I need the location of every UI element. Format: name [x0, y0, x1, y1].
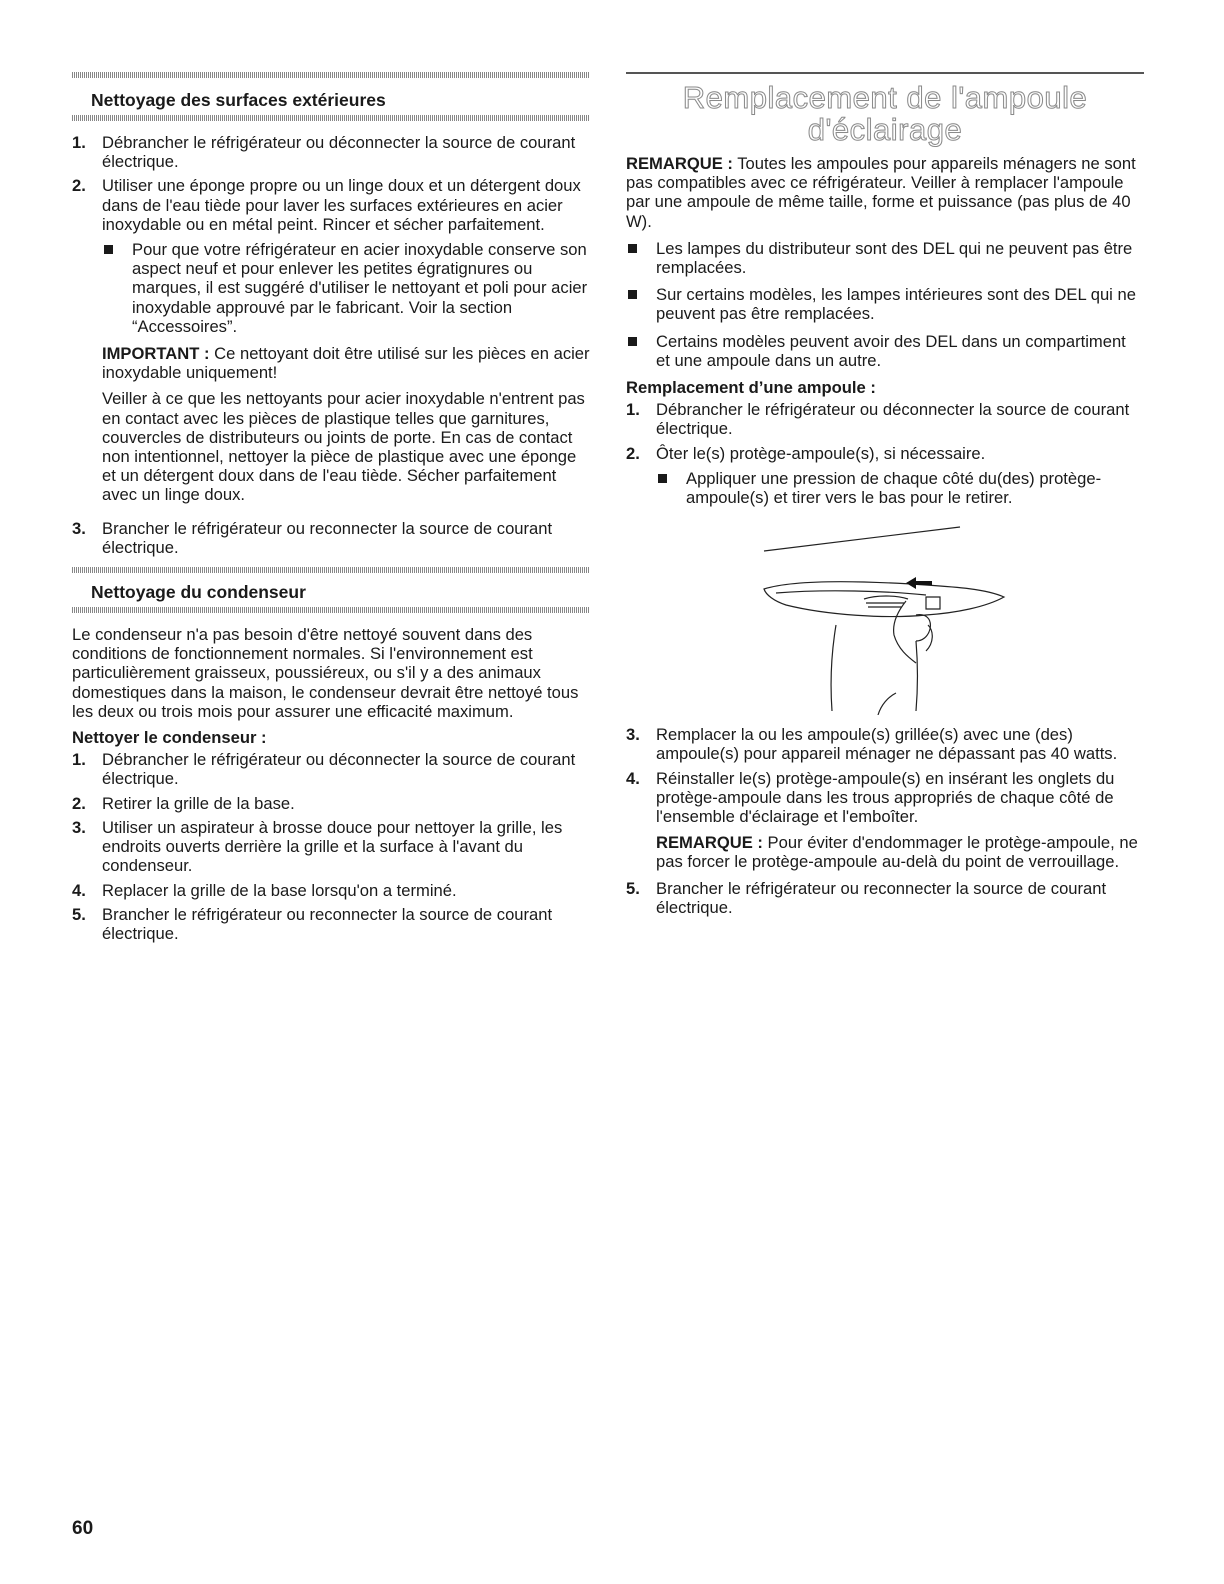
list-item [72, 519, 590, 557]
step-text: Brancher le réfrigérateur ou reconnecter la source de courant électrique. [102, 518, 553, 557]
condenser-subhead: Nettoyer le condenseur : [72, 728, 267, 748]
square-bullet-icon [104, 245, 113, 254]
left-column [72, 72, 590, 948]
square-bullet-icon [628, 244, 637, 253]
hand-finger [926, 625, 932, 651]
step-text: Replacer la grille de la base lorsqu'on a terminé. [102, 880, 457, 900]
section-divider-top [72, 72, 590, 78]
section-rule [626, 72, 1144, 74]
title-line-1: Remplacement de l'ampoule [682, 80, 1088, 115]
important-note [102, 344, 590, 382]
exterior-steps [72, 133, 590, 557]
section-title-condenser: Nettoyage du condenseur [91, 582, 306, 603]
list-item [626, 400, 1144, 438]
hand-thumb [894, 601, 916, 663]
list-item [72, 133, 590, 171]
list-item [626, 285, 1144, 323]
ceiling-line [764, 527, 960, 551]
page-number: 60 [72, 1518, 94, 1539]
step-number: 1. [72, 750, 86, 770]
remark-text: Pour éviter d'endommager le protège-ampoule, ne pas forcer le protège-ampoule au-delà du point de verrouillage. [656, 833, 1138, 872]
step-number: 4. [626, 768, 640, 788]
condenser-intro: Le condenseur n'a pas besoin d'être nettoyé souvent dans des conditions de fonctionnement normales. Si l'environnement est particulièrement graisseux, poussiéreux, ou s'il y a des animaux domestiques dans la maison, le condenseur devrait être nettoyé tous les deux ou trois mois pour assurer une efficacité maximum. [72, 625, 579, 721]
step-number: 3. [72, 518, 86, 538]
step-text: Brancher le réfrigérateur ou reconnecter la source de courant électrique. [656, 878, 1107, 917]
step-number: 2. [626, 443, 640, 463]
vent-slots [864, 596, 908, 607]
square-bullet-icon [658, 474, 667, 483]
bullet-text: Les lampes du distributeur sont des DEL qui ne peuvent pas être remplacées. [656, 238, 1133, 278]
step-text: Brancher le réfrigérateur ou reconnecter la source de courant électrique. [102, 904, 553, 943]
square-bullet-icon [628, 290, 637, 299]
arm-outline [831, 625, 836, 711]
list-item [626, 769, 1144, 872]
important-label: IMPORTANT : [102, 344, 210, 364]
illustration-svg [626, 515, 1144, 715]
step-number: 1. [72, 133, 86, 152]
list-item [102, 240, 590, 336]
remark-paragraph [626, 154, 1144, 231]
remark-label: REMARQUE : [626, 154, 733, 173]
step-text: Utiliser un aspirateur à brosse douce pour nettoyer la grille, les endroits ouverts derrière la grille et la surface à l'avant du condenseur. [102, 817, 563, 876]
page-title [626, 82, 1144, 146]
list-item [626, 879, 1144, 917]
caution-paragraph: Veiller à ce que les nettoyants pour acier inoxydable n'entrent pas en contact avec les pièces de plastique telles que garnitures, couvercles de distributeurs ou joints de porte. En cas de contact non intentionnel, nettoyer la pièce de plastique avec une éponge et un détergent doux dans de l'eau tiède. Sécher parfaitement avec un linge doux. [102, 389, 585, 505]
step-number: 5. [72, 904, 86, 924]
bullet-text: Appliquer une pression de chaque côté du(des) protège-ampoule(s) et tirer vers le bas pour le retirer. [686, 468, 1102, 508]
step-number: 1. [626, 400, 640, 420]
step4-remark [656, 833, 1144, 871]
led-bullets [626, 239, 1144, 370]
list-item [72, 881, 590, 900]
list-item [656, 469, 1144, 507]
section-divider [72, 115, 590, 121]
bullet-text: Sur certains modèles, les lampes intérieures sont des DEL qui ne peuvent pas être remplacées. [656, 285, 1136, 324]
condenser-steps [72, 750, 590, 943]
step-number: 3. [72, 817, 86, 837]
list-item [626, 444, 1144, 508]
step-number: 3. [626, 725, 640, 745]
step-text: Débrancher le réfrigérateur ou déconnecter la source de courant électrique. [102, 133, 576, 172]
section-title-exterior: Nettoyage des surfaces extérieures [91, 90, 386, 110]
section-divider-top [72, 567, 590, 573]
light-shield-illustration [626, 515, 1144, 715]
remark-label: REMARQUE : [656, 833, 763, 853]
step-text: Réinstaller le(s) protège-ampoule(s) en insérant les onglets du protège-ampoule dans les trous appropriés de chaque côté de l'ensemble d'éclairage et l'emboîter. [656, 768, 1115, 827]
bulb-cover-tab [926, 597, 940, 609]
step-text: Débrancher le réfrigérateur ou déconnecter la source de courant électrique. [102, 750, 576, 789]
bulb-subhead: Remplacement d’une ampoule : [626, 378, 876, 398]
bullet-list [656, 469, 1144, 507]
light-housing [764, 582, 1004, 617]
step-number: 2. [72, 793, 86, 813]
step-text: Débrancher le réfrigérateur ou déconnecter la source de courant électrique. [656, 400, 1130, 439]
right-column [626, 72, 1144, 922]
list-item [626, 332, 1144, 370]
arm-outline [916, 641, 918, 711]
list-item [72, 176, 590, 504]
step-text: Utiliser une éponge propre ou un linge doux et un détergent doux dans de l'eau tiède pour laver les surfaces extérieures en acier inoxydable ou en métal peint. Rincer et sécher parfaitement. [102, 176, 581, 234]
bullet-list [102, 240, 590, 336]
list-item [72, 818, 590, 876]
bulb-steps-a [626, 400, 1144, 507]
step-number: 2. [72, 176, 86, 196]
wrist-line [878, 693, 896, 715]
arrow-left-icon [906, 577, 932, 589]
hand-finger [916, 615, 930, 641]
bullet-text: Pour que votre réfrigérateur en acier inoxydable conserve son aspect neuf et pour enlever les petites égratignures ou marques, il est suggéré d'utiliser le nettoyant et poli pour acier inoxydable approuvé par le fabricant. Voir la section “Accessoires”. [132, 240, 588, 336]
title-line-2: d'éclairage [807, 112, 963, 147]
list-item [72, 750, 590, 788]
list-item [626, 239, 1144, 277]
step-number: 5. [626, 878, 640, 898]
step-text: Ôter le(s) protège-ampoule(s), si nécessaire. [656, 443, 986, 463]
bullet-text: Certains modèles peuvent avoir des DEL dans un compartiment et une ampoule dans un autre. [656, 331, 1126, 370]
section-divider [72, 607, 590, 613]
list-item [72, 905, 590, 943]
remark-text: Toutes les ampoules pour appareils ménagers ne sont pas compatibles avec ce réfrigérateur. Veiller à remplacer l'ampoule par une ampoule de même taille, forme et puissance (pas plus de 40 W). [626, 154, 1136, 231]
list-item [72, 794, 590, 813]
step-text: Remplacer la ou les ampoule(s) grillée(s) avec une (des) ampoule(s) pour appareil ménager ne dépassant pas 40 watts. [656, 725, 1118, 764]
list-item [626, 725, 1144, 763]
step-number: 4. [72, 880, 86, 900]
square-bullet-icon [628, 337, 637, 346]
bulb-steps-b [626, 725, 1144, 917]
housing-edge [776, 591, 926, 595]
step-text: Retirer la grille de la base. [102, 793, 295, 813]
important-text: Ce nettoyant doit être utilisé sur les pièces en acier inoxydable uniquement! [102, 344, 590, 383]
